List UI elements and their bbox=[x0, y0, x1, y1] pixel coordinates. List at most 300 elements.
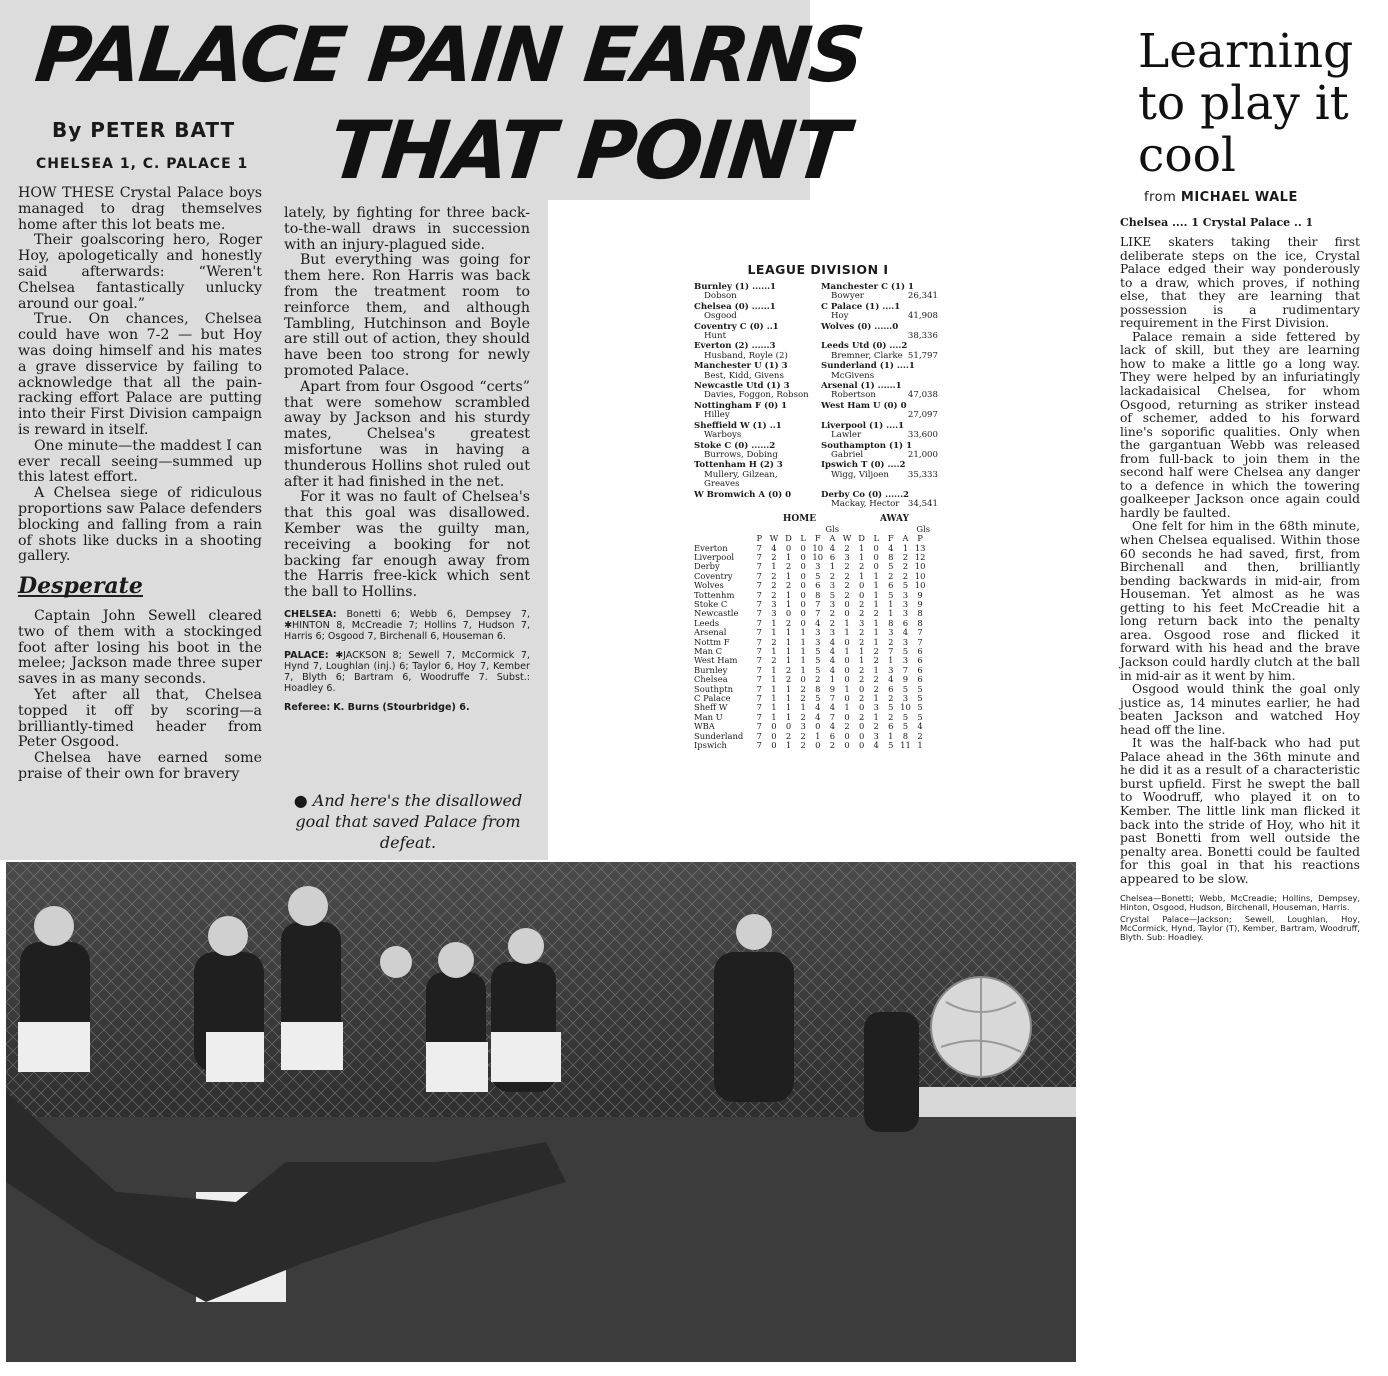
team-name: Stoke C bbox=[694, 599, 728, 609]
stat-cell: 10 bbox=[914, 561, 926, 572]
stat-cell: 2 bbox=[815, 674, 821, 685]
scorers: Hoy bbox=[831, 311, 849, 322]
scorers: Warboys bbox=[704, 430, 742, 441]
stat-cell: 4 bbox=[829, 655, 836, 666]
result-away bbox=[821, 362, 942, 381]
stat-cell: 6 bbox=[917, 646, 923, 657]
stat-cell: 3 bbox=[902, 636, 909, 647]
stat-cell: 5 bbox=[815, 646, 821, 657]
stat-cell: 0 bbox=[844, 674, 850, 685]
stat-cell: 10 bbox=[812, 551, 824, 562]
result-away bbox=[821, 323, 942, 342]
stat-cell: 1 bbox=[771, 627, 777, 638]
stat-cell: 0 bbox=[844, 730, 850, 741]
result-away bbox=[821, 422, 942, 441]
stat-cell: 1 bbox=[829, 561, 836, 572]
stat-cell: 2 bbox=[858, 561, 865, 572]
paragraph: LIKE skaters taking their first deliberate steps on the ice, Crystal Palace edged their way ponderously to a draw, which proves, if nothing else, that they are learning that possession is a rudimentary requirement in the First Division. bbox=[1120, 235, 1360, 331]
stat-cell: 2 bbox=[873, 683, 879, 694]
away-gls-label: Gls bbox=[916, 523, 930, 534]
stat-cell: 2 bbox=[873, 674, 879, 685]
stat-cell: 1 bbox=[800, 636, 806, 647]
stat-cell: 0 bbox=[800, 542, 806, 553]
stat-cell: 0 bbox=[858, 683, 865, 694]
stat-cell: 7 bbox=[756, 580, 762, 591]
stat-cell: 7 bbox=[756, 627, 762, 638]
chelsea-lineup bbox=[284, 609, 530, 642]
result-score: Nottingham F (0) 1 bbox=[694, 400, 788, 411]
result-score: Manchester U (1) 3 bbox=[694, 361, 788, 372]
standings-rows bbox=[694, 544, 942, 751]
chelsea-team: Bonetti 6; Webb 6, Dempsey 7, ✱HINTON 8, McCreadie 7; Hollins 7, Hudson 7, Harris 6; Osgood 7, Birchenall 6, Houseman 6. bbox=[284, 608, 530, 642]
column-header: P bbox=[756, 533, 763, 544]
team-name: Sheff W bbox=[694, 702, 728, 713]
result-away bbox=[821, 461, 942, 489]
stat-cell: 4 bbox=[829, 542, 836, 553]
stat-cell: 0 bbox=[800, 608, 806, 619]
stat-cell: 1 bbox=[771, 683, 777, 694]
stat-cell: 2 bbox=[771, 551, 777, 562]
column-header: L bbox=[873, 533, 879, 544]
stat-cell: 1 bbox=[888, 608, 894, 619]
stat-cell: 3 bbox=[888, 627, 894, 638]
stat-cell: 1 bbox=[771, 617, 777, 628]
result-scorers bbox=[694, 372, 815, 381]
stat-cell: 3 bbox=[888, 664, 894, 675]
stat-cell: 1 bbox=[785, 711, 792, 722]
stat-cell: 6 bbox=[917, 674, 923, 685]
team-name: Derby bbox=[694, 561, 720, 572]
stat-cell: 3 bbox=[829, 627, 836, 638]
stat-cell: 0 bbox=[844, 711, 850, 722]
stat-cell: 1 bbox=[785, 655, 792, 666]
team-name: Nottm F bbox=[694, 636, 730, 647]
stat-cell: 1 bbox=[888, 599, 894, 609]
stat-cell: 0 bbox=[785, 608, 792, 619]
result-away bbox=[821, 402, 942, 421]
home-label: HOME bbox=[782, 514, 817, 525]
scorers: Hilley bbox=[704, 410, 730, 421]
stat-cell: 0 bbox=[844, 608, 850, 619]
stat-cell: 1 bbox=[844, 627, 850, 638]
stat-cell: 0 bbox=[858, 580, 865, 591]
stat-cell: 3 bbox=[844, 551, 850, 562]
result-scorers bbox=[694, 352, 815, 361]
stat-cell: 6 bbox=[917, 664, 923, 675]
result-scorers bbox=[694, 471, 815, 490]
stat-cell: 1 bbox=[858, 570, 865, 581]
stat-cell: 2 bbox=[771, 580, 777, 591]
stat-cell: 1 bbox=[888, 655, 894, 666]
result-score: C Palace (1) ....1 bbox=[821, 301, 901, 312]
scorers: Robertson bbox=[831, 390, 876, 401]
stat-cell: 2 bbox=[873, 646, 879, 657]
stat-cell: 10 bbox=[914, 570, 926, 581]
stat-cell: 0 bbox=[800, 561, 806, 572]
stat-cell: 2 bbox=[873, 721, 879, 732]
stat-cell: 2 bbox=[844, 589, 850, 600]
stat-cell: 9 bbox=[902, 674, 909, 685]
result-score: Burnley (1) ......1 bbox=[694, 282, 777, 292]
team-name: Chelsea bbox=[694, 674, 728, 685]
stat-cell: 5 bbox=[829, 589, 836, 600]
stat-cell: 2 bbox=[858, 627, 865, 638]
stat-cell: 2 bbox=[829, 570, 836, 581]
stat-cell: 5 bbox=[917, 711, 923, 722]
stat-cell: 2 bbox=[785, 664, 792, 675]
stat-cell: 5 bbox=[888, 561, 894, 572]
stat-cell: 3 bbox=[902, 693, 909, 704]
stat-cell: 12 bbox=[914, 551, 926, 562]
stat-cell: 0 bbox=[858, 740, 865, 751]
result-home bbox=[694, 323, 815, 342]
headline-line-1: PALACE PAIN EARNS bbox=[31, 10, 867, 99]
stat-cell: 1 bbox=[873, 693, 879, 704]
column-header: F bbox=[887, 533, 894, 544]
referee-line bbox=[284, 702, 530, 713]
stat-cell: 2 bbox=[873, 608, 879, 619]
stat-cell: 1 bbox=[858, 646, 865, 657]
article-column-2 bbox=[284, 206, 530, 713]
result-score: Sheffield W (1) ..1 bbox=[694, 420, 782, 431]
scoreline: CHELSEA 1, C. PALACE 1 bbox=[36, 156, 249, 172]
result-score: Ipswich T (0) ....2 bbox=[821, 460, 906, 471]
stat-cell: 1 bbox=[785, 646, 792, 657]
stat-cell: 1 bbox=[873, 617, 879, 628]
paragraph: But everything was going for them here. Ron Harris was back from the treatment room to reinforce them, and although Tambling, Hutchinson and Boyle are still out of action, they should have been too strong for newly promoted Palace. bbox=[284, 252, 530, 379]
stat-cell: 2 bbox=[800, 711, 806, 722]
stat-cell: 4 bbox=[917, 721, 923, 732]
stat-cell: 7 bbox=[815, 599, 821, 609]
result-score: Coventry C (0) ..1 bbox=[694, 321, 779, 332]
stat-cell: 7 bbox=[917, 627, 923, 638]
stat-cell: 1 bbox=[800, 655, 806, 666]
home-gls-label: Gls bbox=[825, 523, 839, 534]
result-score: Stoke C (0) ......2 bbox=[694, 440, 776, 451]
stat-cell: 4 bbox=[829, 664, 836, 675]
stat-cell: 2 bbox=[800, 693, 806, 704]
stat-cell: 4 bbox=[902, 627, 909, 638]
paragraph: HOW THESE Crystal Palace boys managed to drag themselves home after this lot beats me. bbox=[18, 185, 262, 233]
column-header: D bbox=[785, 533, 792, 544]
stat-cell: 5 bbox=[888, 702, 894, 713]
stat-cell: 2 bbox=[771, 589, 777, 600]
stat-cell: 2 bbox=[858, 599, 865, 609]
column-header: F bbox=[814, 533, 821, 544]
scorers: Gabriel bbox=[831, 449, 864, 460]
palace-lineup bbox=[284, 650, 530, 694]
stat-cell: 2 bbox=[829, 617, 836, 628]
stat-cell: 5 bbox=[902, 711, 909, 722]
stat-cell: 4 bbox=[829, 636, 836, 647]
stat-cell: 0 bbox=[844, 664, 850, 675]
stat-cell: 7 bbox=[756, 655, 762, 666]
chelsea-label: CHELSEA: bbox=[284, 608, 337, 620]
attendance: 35,333 bbox=[907, 469, 938, 480]
stat-cell: 8 bbox=[902, 730, 909, 741]
stat-cell: 0 bbox=[844, 693, 850, 704]
article-column-1 bbox=[18, 186, 262, 783]
stat-cell: 1 bbox=[785, 589, 792, 600]
stat-cell: 4 bbox=[829, 702, 836, 713]
stat-cell: 1 bbox=[800, 702, 806, 713]
byline-name: MICHAEL WALE bbox=[1180, 190, 1298, 205]
stat-cell: 4 bbox=[829, 721, 836, 732]
stat-cell: 2 bbox=[829, 740, 836, 751]
stat-cell: 7 bbox=[756, 589, 762, 600]
stat-cell: 1 bbox=[873, 636, 879, 647]
stat-cell: 0 bbox=[800, 674, 806, 685]
stat-cell: 5 bbox=[902, 580, 909, 591]
stat-cell: 6 bbox=[829, 730, 836, 741]
stat-cell: 6 bbox=[829, 551, 836, 562]
stat-cell: 2 bbox=[858, 664, 865, 675]
paragraph: lately, by fighting for three back-to-the-wall draws in succession with an injury-plagued side. bbox=[284, 205, 530, 253]
stat-cell: 1 bbox=[873, 664, 879, 675]
scorers: McGivens bbox=[831, 370, 875, 381]
league-title: LEAGUE DIVISION I bbox=[747, 262, 889, 277]
stat-cell: 2 bbox=[844, 561, 850, 572]
stat-cell: 9 bbox=[917, 599, 923, 609]
stat-cell: 7 bbox=[815, 608, 821, 619]
stat-cell: 2 bbox=[888, 711, 894, 722]
byline-prefix: from bbox=[1144, 190, 1177, 205]
stat-cell: 4 bbox=[815, 617, 821, 628]
result-score: Chelsea (0) ......1 bbox=[694, 301, 776, 312]
stat-cell: 0 bbox=[800, 570, 806, 581]
result-scorers bbox=[821, 500, 942, 509]
result-home bbox=[694, 303, 815, 322]
paragraph: Captain John Sewell cleared two of them with a stockinged foot after losing his boot in the melee; Jackson made three super saves in as many seconds. bbox=[18, 607, 262, 688]
stat-cell: 2 bbox=[917, 730, 923, 741]
result-score: Everton (2) ......3 bbox=[694, 341, 776, 352]
attendance: 26,341 bbox=[907, 291, 938, 302]
paragraph: Their goalscoring hero, Roger Hoy, apologetically and honestly said afterwards: “Weren't Chelsea fantastically unlucky around our goal.” bbox=[18, 232, 262, 312]
stat-cell: 1 bbox=[771, 646, 777, 657]
attendance: 51,797 bbox=[907, 350, 938, 361]
league-table bbox=[694, 262, 942, 774]
stat-cell: 9 bbox=[829, 683, 836, 694]
scorers: Bowyer bbox=[831, 291, 864, 302]
result-score: Derby Co (0) ......2 bbox=[821, 489, 910, 500]
paragraph: One minute—the maddest I can ever recall seeing—summed up this latest effort. bbox=[18, 437, 262, 486]
stat-cell: 4 bbox=[888, 542, 894, 553]
result-scorers bbox=[694, 391, 815, 400]
stat-cell: 7 bbox=[756, 740, 762, 751]
result-away bbox=[821, 382, 942, 401]
stat-cell: 0 bbox=[873, 561, 879, 572]
stat-cell: 5 bbox=[815, 655, 821, 666]
stat-cell: 0 bbox=[844, 740, 850, 751]
stat-cell: 4 bbox=[888, 674, 894, 685]
stat-cell: 1 bbox=[844, 702, 850, 713]
result-scorers bbox=[694, 292, 815, 301]
stat-cell: 2 bbox=[844, 542, 850, 553]
scorers: Wigg, Viljoen bbox=[831, 469, 889, 480]
stat-cell: 1 bbox=[829, 674, 836, 685]
result-scorers bbox=[821, 292, 942, 301]
stat-cell: 1 bbox=[771, 693, 777, 704]
stat-cell: 5 bbox=[917, 683, 923, 694]
stat-cell: 7 bbox=[756, 617, 762, 628]
result-away bbox=[821, 442, 942, 461]
stat-cell: 0 bbox=[800, 589, 806, 600]
result-scorers bbox=[821, 372, 942, 381]
paragraph: For it was no fault of Chelsea's that this goal was disallowed. Kember was the guilty man, receiving a booking for not backing far enough away from the Harris free-kick which sent the ball to Hollins. bbox=[284, 489, 530, 601]
stat-cell: 1 bbox=[785, 636, 792, 647]
stat-cell: 2 bbox=[844, 721, 850, 732]
byline: By PETER BATT bbox=[52, 118, 236, 142]
attendance: 33,600 bbox=[907, 430, 938, 441]
stat-cell: 1 bbox=[771, 561, 777, 572]
team-name: Wolves bbox=[694, 580, 724, 591]
result-score: Arsenal (1) ......1 bbox=[821, 381, 902, 392]
result-home bbox=[694, 442, 815, 461]
stat-cell: 0 bbox=[771, 730, 777, 741]
stat-cell: 0 bbox=[873, 542, 879, 553]
stat-cell: 2 bbox=[785, 617, 792, 628]
team-name: Sunderland bbox=[694, 730, 744, 741]
palace-label: PALACE: bbox=[284, 649, 329, 661]
stat-cell: 1 bbox=[873, 599, 879, 609]
result-score: Leeds Utd (0) ....2 bbox=[821, 341, 908, 352]
attendance: 47,038 bbox=[907, 390, 938, 401]
stat-cell: 3 bbox=[815, 627, 821, 638]
stat-cell: 3 bbox=[771, 599, 777, 609]
stat-cell: 11 bbox=[900, 740, 911, 751]
paragraph: True. On chances, Chelsea could have won 7-2 — but Hoy was doing himself and his mates a grave disservice by failing to acknowledge that all the pain-racking effort Palace are putting into their First Division campaign is reward in itself. bbox=[18, 311, 262, 438]
result-home bbox=[694, 382, 815, 401]
stat-cell: 10 bbox=[900, 702, 911, 713]
stat-cell: 1 bbox=[844, 646, 850, 657]
attendance: 38,336 bbox=[907, 331, 938, 342]
stat-cell: 0 bbox=[873, 551, 879, 562]
stat-cell: 3 bbox=[829, 599, 836, 609]
right-scoreline: Chelsea .... 1 Crystal Palace .. 1 bbox=[1120, 216, 1314, 229]
stat-cell: 3 bbox=[902, 608, 909, 619]
stat-cell: 1 bbox=[785, 683, 792, 694]
stat-cell: 1 bbox=[771, 674, 777, 685]
stat-cell: 2 bbox=[888, 636, 894, 647]
stat-cell: 5 bbox=[815, 664, 821, 675]
stat-cell: 6 bbox=[902, 617, 909, 628]
stat-cell: 9 bbox=[917, 589, 923, 600]
stat-cell: 1 bbox=[858, 655, 865, 666]
stat-cell: 0 bbox=[815, 740, 821, 751]
stat-cell: 1 bbox=[800, 646, 806, 657]
headline-line-2: THAT POINT bbox=[325, 104, 852, 197]
stat-cell: 1 bbox=[785, 570, 792, 581]
stat-cell: 0 bbox=[858, 730, 865, 741]
result-score: Tottenham H (2) 3 bbox=[694, 460, 783, 471]
result-scorers bbox=[821, 312, 942, 321]
stat-cell: 1 bbox=[785, 702, 792, 713]
result-scorers bbox=[821, 431, 942, 440]
stat-cell: 3 bbox=[902, 655, 909, 666]
stat-cell: 1 bbox=[800, 664, 806, 675]
result-scorers bbox=[821, 471, 942, 480]
stat-cell: 13 bbox=[914, 542, 926, 553]
stat-cell: 2 bbox=[858, 693, 865, 704]
stat-cell: 0 bbox=[785, 542, 792, 553]
result-score: Sunderland (1) ....1 bbox=[821, 361, 915, 372]
stat-cell: 1 bbox=[858, 542, 865, 553]
stat-cell: 1 bbox=[785, 627, 792, 638]
paragraph: One felt for him in the 68th minute, when Chelsea equalised. Within those 60 seconds he had saved, first, from Birchenall and then, brilliantly bending backwards in mid-air, from Houseman. Yet almost as he was getting to his feet McCreadie hit a long return back into the penalty area. Osgood rose and flicked it forward with his head and the brave Jackson could hardly clutch at the ball in mid-air as it went by him. bbox=[1120, 519, 1360, 683]
palace-team: ✱JACKSON 8; Sewell 7, McCormick 7, Hynd 7, Loughlan (inj.) 6; Taylor 6, Hoy 7, Kember 7, Blyth 6; Bartram 6, Woodruffe 7. Subst.: Hoadley 6. bbox=[284, 649, 530, 694]
stat-cell: 7 bbox=[756, 730, 762, 741]
stat-cell: 5 bbox=[815, 693, 821, 704]
paragraph: Chelsea have earned some praise of their own for bravery bbox=[18, 750, 262, 782]
stat-cell: 7 bbox=[829, 711, 836, 722]
stat-cell: 0 bbox=[858, 721, 865, 732]
stat-cell: 1 bbox=[785, 740, 792, 751]
result-score: Newcastle Utd (1) 3 bbox=[694, 381, 790, 392]
stat-cell: 1 bbox=[844, 683, 850, 694]
stat-cell: 7 bbox=[756, 683, 762, 694]
team-name: Newcastle bbox=[694, 608, 739, 619]
attendance: 41,908 bbox=[907, 311, 938, 322]
column-header: L bbox=[800, 533, 806, 544]
stat-cell: 10 bbox=[914, 580, 926, 591]
stat-cell: 0 bbox=[800, 599, 806, 609]
stat-cell: 0 bbox=[800, 551, 806, 562]
result-home bbox=[694, 491, 815, 510]
result-scorers bbox=[694, 411, 815, 420]
team-name: Tottenhm bbox=[694, 589, 735, 600]
stat-cell: 1 bbox=[902, 542, 909, 553]
stat-cell: 2 bbox=[902, 570, 909, 581]
stat-cell: 2 bbox=[800, 683, 806, 694]
team-name: Burnley bbox=[694, 664, 728, 675]
stat-cell: 7 bbox=[756, 570, 762, 581]
stat-cell: 5 bbox=[902, 646, 909, 657]
column-header: P bbox=[917, 533, 923, 544]
stat-cell: 2 bbox=[858, 608, 865, 619]
scorers: Husband, Royle (2) bbox=[704, 350, 788, 361]
result-scorers bbox=[694, 451, 815, 460]
stat-cell: 2 bbox=[785, 561, 792, 572]
paragraph: Osgood would think the goal only justice as, 14 minutes earlier, he had beaten Jackson and watched Hoy head off the line. bbox=[1120, 682, 1360, 737]
attendance: 34,541 bbox=[907, 498, 938, 509]
team-name: Arsenal bbox=[694, 627, 727, 638]
stat-cell: 2 bbox=[800, 740, 806, 751]
team-name: C Palace bbox=[694, 693, 731, 704]
result-score: Wolves (0) ......0 bbox=[821, 321, 899, 332]
away-label: AWAY bbox=[879, 514, 910, 525]
stat-cell: 2 bbox=[785, 580, 792, 591]
attendance: 27,097 bbox=[907, 410, 938, 421]
stat-cell: 3 bbox=[858, 617, 865, 628]
photo-caption: ● And here's the disallowed goal that saved Palace from defeat. bbox=[293, 791, 523, 852]
stat-cell: 0 bbox=[844, 599, 850, 609]
result-score: West Ham U (0) 0 bbox=[821, 400, 907, 411]
attendance: 21,000 bbox=[907, 449, 938, 460]
result-scorers bbox=[694, 431, 815, 440]
stat-cell: 3 bbox=[873, 702, 879, 713]
stat-cell: 3 bbox=[815, 636, 821, 647]
stat-cell: 8 bbox=[917, 617, 923, 628]
team-name: Leeds bbox=[694, 617, 720, 628]
stat-cell: 0 bbox=[785, 721, 792, 732]
result-home bbox=[694, 402, 815, 421]
result-score: Southampton (1) 1 bbox=[821, 440, 913, 451]
stat-cell: 5 bbox=[888, 589, 894, 600]
result-away bbox=[821, 491, 942, 510]
scorers: Best, Kidd, Givens bbox=[704, 370, 784, 381]
stat-cell: 2 bbox=[785, 674, 792, 685]
stat-cell: 1 bbox=[888, 730, 894, 741]
